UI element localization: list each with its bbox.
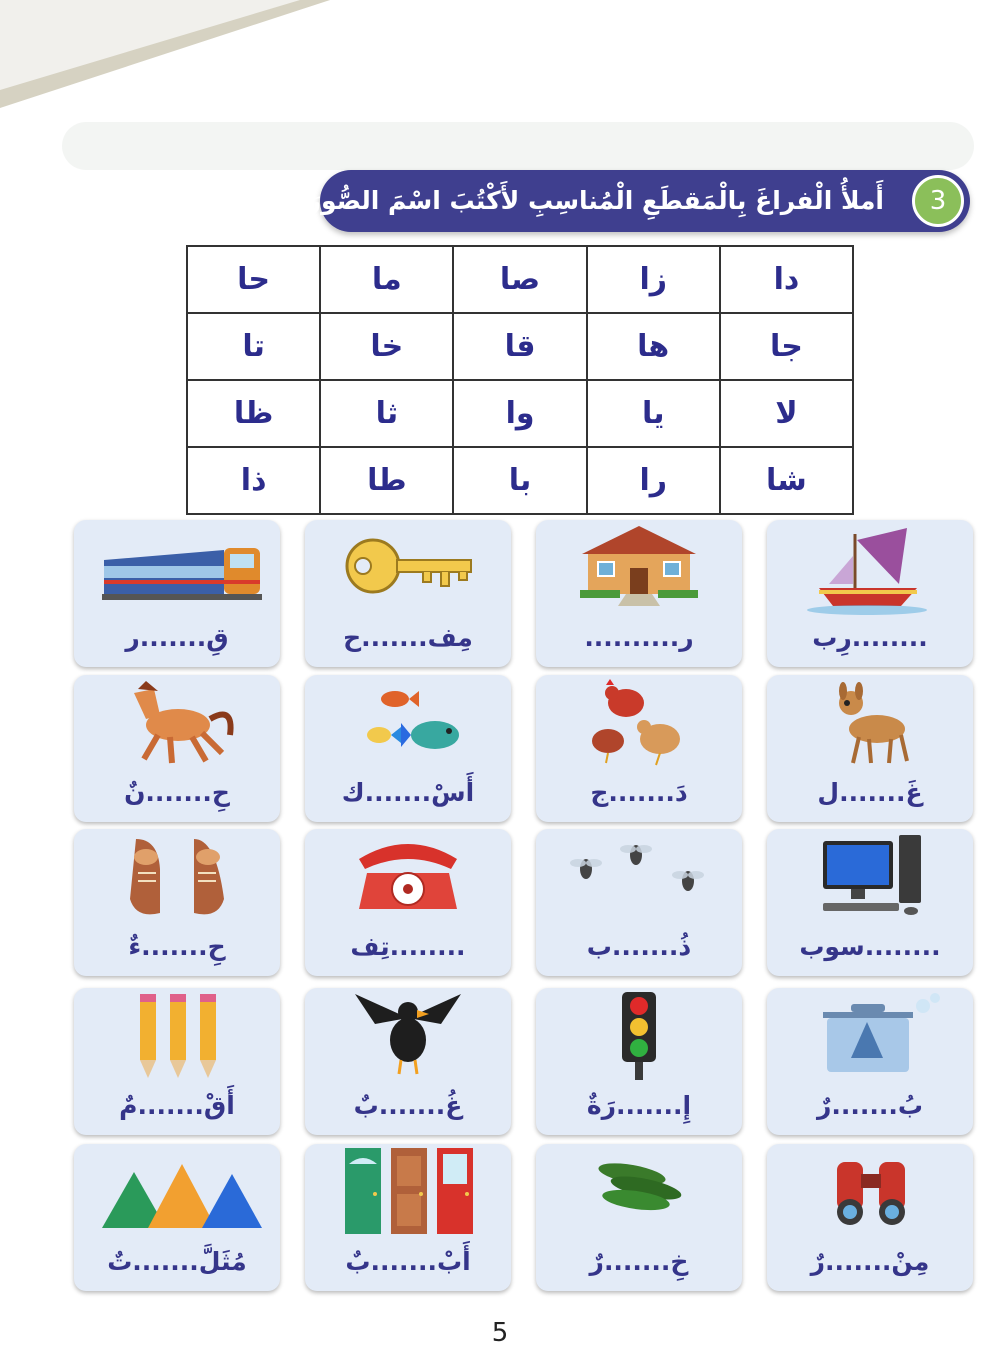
syllable-cell: با bbox=[453, 447, 586, 514]
picture-card-flies bbox=[536, 829, 742, 976]
word-prompt: مِف.......ح bbox=[343, 623, 473, 652]
syllable-cell: قا bbox=[453, 313, 586, 380]
word-prompt: قِ.......ر bbox=[125, 623, 229, 652]
picture-card-train bbox=[74, 520, 280, 667]
syllable-cell: لا bbox=[720, 380, 853, 447]
picture-card-steam-pot bbox=[767, 988, 973, 1135]
syllable-cell: يا bbox=[587, 380, 720, 447]
picture-card-sailboat bbox=[767, 520, 973, 667]
computer-icon bbox=[767, 829, 973, 924]
picture-card-fish bbox=[305, 675, 511, 822]
syllable-cell: صا bbox=[453, 246, 586, 313]
telephone-icon bbox=[305, 829, 511, 924]
key-icon bbox=[305, 520, 511, 615]
syllable-cell: زا bbox=[587, 246, 720, 313]
word-prompt: أَبْ.......بٌ bbox=[345, 1247, 471, 1276]
syllable-cell: ها bbox=[587, 313, 720, 380]
horse-icon bbox=[74, 675, 280, 770]
steam-pot-icon bbox=[767, 988, 973, 1083]
picture-card-shoes bbox=[74, 829, 280, 976]
word-prompt: مُثَلَّ.......تٌ bbox=[107, 1247, 247, 1276]
word-prompt: أَقْ.......مٌ bbox=[119, 1091, 235, 1120]
doors-icon bbox=[305, 1144, 511, 1239]
crow-icon bbox=[305, 988, 511, 1083]
word-prompt: إِ.......رَةٌ bbox=[586, 1091, 692, 1120]
picture-card-computer bbox=[767, 829, 973, 976]
syllable-cell: جا bbox=[720, 313, 853, 380]
picture-card-pencils bbox=[74, 988, 280, 1135]
exercise-header bbox=[291, 170, 970, 232]
word-prompt: دَ.......ج bbox=[590, 778, 688, 807]
picture-card-doors bbox=[305, 1144, 511, 1291]
fish-icon bbox=[305, 675, 511, 770]
word-prompt: بُ.......رٌ bbox=[817, 1091, 923, 1120]
syllable-table bbox=[186, 245, 854, 515]
word-prompt: غُ.......بٌ bbox=[353, 1091, 463, 1120]
word-prompt: حِ.......ءٌ bbox=[128, 932, 226, 961]
word-prompt: ر.......... bbox=[584, 623, 694, 652]
exercise-instruction: أَملأُ الْفراغَ بِالْمَقطَعِ الْمُناسِبِ لأَكْتُبَ اسْمَ الصُّورَةِ bbox=[291, 186, 884, 215]
table-row bbox=[187, 246, 853, 313]
deer-icon bbox=[767, 675, 973, 770]
word-prompt: ........تِف bbox=[350, 932, 466, 961]
shoes-icon bbox=[74, 829, 280, 924]
word-prompt: خِ.......رٌ bbox=[589, 1247, 689, 1276]
syllable-cell: ظا bbox=[187, 380, 320, 447]
picture-card-horse bbox=[74, 675, 280, 822]
syllable-cell: را bbox=[587, 447, 720, 514]
syllable-cell: ذا bbox=[187, 447, 320, 514]
pencils-icon bbox=[74, 988, 280, 1083]
picture-card-key bbox=[305, 520, 511, 667]
syllable-cell: دا bbox=[720, 246, 853, 313]
word-prompt: غَ.......ل bbox=[817, 778, 923, 807]
word-prompt: ........رِب bbox=[812, 623, 928, 652]
exercise-number: 3 bbox=[912, 175, 964, 227]
syllable-cell: طا bbox=[320, 447, 453, 514]
triangles-icon bbox=[74, 1144, 280, 1239]
table-row bbox=[187, 380, 853, 447]
sailboat-icon bbox=[767, 520, 973, 615]
picture-card-deer bbox=[767, 675, 973, 822]
word-prompt: أَسْ.......ك bbox=[341, 778, 475, 807]
page-number: 5 bbox=[491, 1318, 509, 1348]
picture-card-crow bbox=[305, 988, 511, 1135]
show-through-bar bbox=[62, 122, 974, 170]
traffic-light-icon bbox=[536, 988, 742, 1083]
table-row bbox=[187, 447, 853, 514]
syllable-cell: وا bbox=[453, 380, 586, 447]
table-row bbox=[187, 313, 853, 380]
cucumbers-icon bbox=[536, 1144, 742, 1239]
syllable-cell: ثا bbox=[320, 380, 453, 447]
picture-card-triangles bbox=[74, 1144, 280, 1291]
picture-card-traffic-light bbox=[536, 988, 742, 1135]
word-prompt: مِنْ.......رٌ bbox=[810, 1247, 930, 1276]
flies-icon bbox=[536, 829, 742, 924]
train-icon bbox=[74, 520, 280, 615]
syllable-cell: شا bbox=[720, 447, 853, 514]
syllable-cell: حا bbox=[187, 246, 320, 313]
picture-card-house bbox=[536, 520, 742, 667]
chickens-icon bbox=[536, 675, 742, 770]
syllable-cell: ما bbox=[320, 246, 453, 313]
syllable-cell: تا bbox=[187, 313, 320, 380]
word-prompt: حِ.......نٌ bbox=[124, 778, 230, 807]
word-prompt: ........سوب bbox=[799, 932, 941, 961]
house-icon bbox=[536, 520, 742, 615]
word-prompt: ذُ.......ب bbox=[586, 932, 692, 961]
picture-card-telephone bbox=[305, 829, 511, 976]
picture-card-cucumbers bbox=[536, 1144, 742, 1291]
syllable-cell: خا bbox=[320, 313, 453, 380]
picture-card-binoculars bbox=[767, 1144, 973, 1291]
binoculars-icon bbox=[767, 1144, 973, 1239]
picture-card-chickens bbox=[536, 675, 742, 822]
